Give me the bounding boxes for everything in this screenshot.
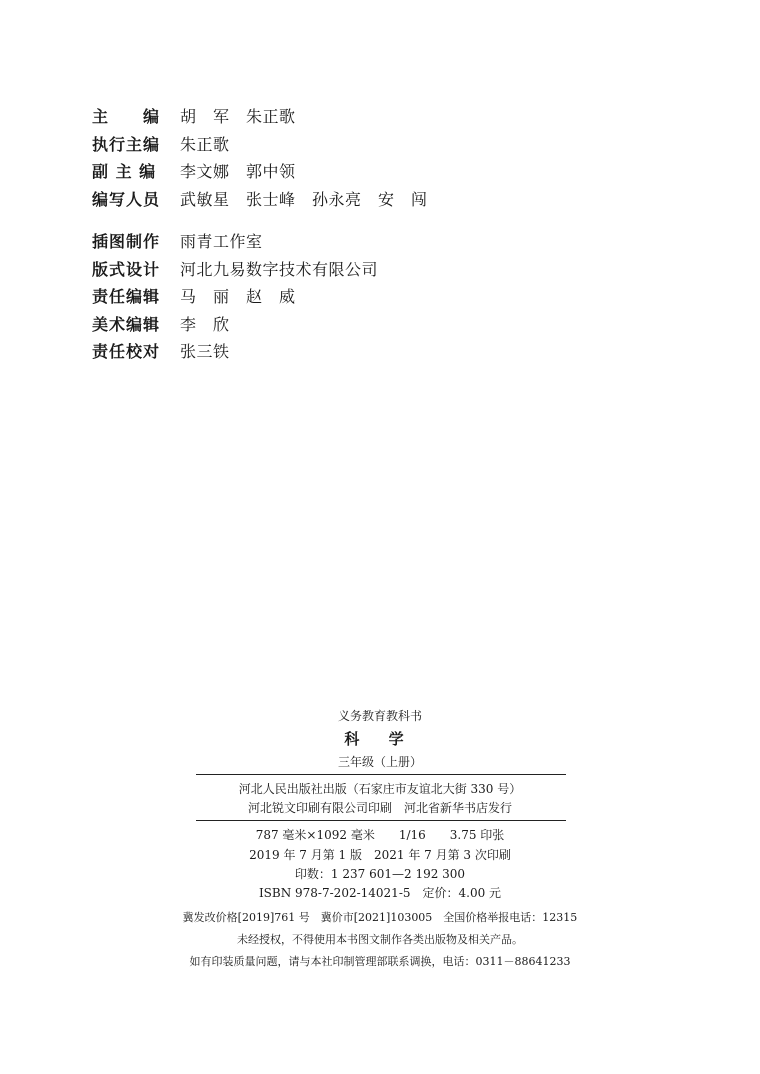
credit-value: 朱正歌 (180, 134, 230, 154)
credit-row-executive-editor (92, 130, 428, 158)
rights-notice-line: 未经授权，不得使用本书图文制作各类出版物及相关产品。 (237, 933, 523, 946)
credit-value: 张三铁 (180, 342, 230, 362)
credit-row-proofreader (92, 337, 428, 365)
book-title: 科 学 (344, 730, 416, 748)
credit-value: 李文娜 郭中领 (180, 162, 296, 182)
credit-label: 编写人员 (92, 189, 161, 209)
credit-value: 武敏星 张士峰 孙永亮 安 闯 (180, 189, 428, 209)
grade-volume: 三年级（上册） (337, 755, 422, 769)
printer-line: 河北锐文印刷有限公司印刷 河北省新华书店发行 (247, 801, 512, 815)
credit-row-responsible-editor (92, 282, 428, 310)
divider-bottom (196, 820, 566, 821)
edition-line: 2019 年 7 月第 1 版 2021 年 7 月第 3 次印刷 (249, 848, 511, 862)
credit-label: 插图制作 (92, 232, 161, 252)
price-approval-line: 冀发改价格[2019]761 号 冀价市[2021]103005 全国价格举报电话：12315 (182, 911, 578, 924)
credit-label: 版式设计 (92, 259, 161, 279)
credit-value: 马 丽 赵 威 (180, 287, 296, 307)
credit-row-layout-design (92, 255, 428, 283)
format-line: 787 毫米×1092 毫米 1/16 3.75 印张 (255, 828, 505, 842)
credit-value: 河北九易数字技术有限公司 (180, 259, 379, 279)
credit-label: 责任编辑 (92, 287, 161, 307)
print-run-line: 印数：1 237 601—2 192 300 (294, 867, 466, 881)
credit-label: 主 编 (92, 107, 161, 127)
credit-label: 美术编辑 (92, 314, 161, 334)
credit-value: 胡 军 朱正歌 (180, 107, 296, 127)
credit-label: 执行主编 (92, 134, 161, 154)
credits-block (92, 102, 428, 365)
credit-row-art-editor (92, 310, 428, 338)
divider-top (196, 774, 566, 775)
credit-label: 副 主 编 (92, 162, 157, 182)
isbn-price-line: ISBN 978-7-202-14021-5 定价：4.00 元 (258, 886, 502, 900)
publisher-line: 河北人民出版社出版（石家庄市友谊北大街 330 号） (238, 782, 522, 796)
credit-row-chief-editor (92, 102, 428, 130)
series-name: 义务教育教科书 (337, 709, 422, 723)
credit-value: 雨青工作室 (180, 232, 263, 252)
credit-row-illustration (92, 227, 428, 255)
credit-row-writers (92, 185, 428, 213)
credit-value: 李 欣 (180, 314, 230, 334)
credit-label: 责任校对 (92, 342, 161, 362)
contact-line: 如有印装质量问题，请与本社印制管理部联系调换，电话：0311－88641233 (189, 955, 571, 968)
credit-row-deputy-editor (92, 157, 428, 185)
